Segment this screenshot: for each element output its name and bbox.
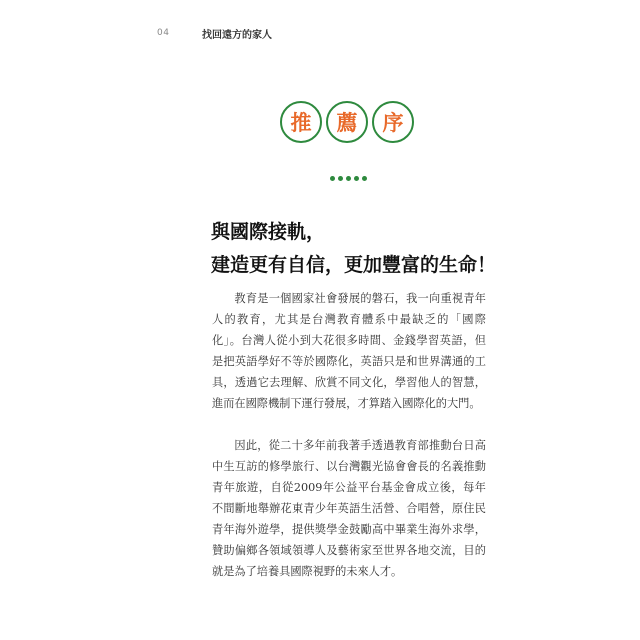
article-title-line: 建造更有自信，更加豐富的生命！ <box>211 254 497 276</box>
section-heading <box>280 101 414 143</box>
ornament-dot <box>330 176 335 181</box>
body-paragraph: 因此，從二十多年前我著手透過教育部推動台日高中生互訪的修學旅行、以台灣觀光協會會長的名義推動青年旅遊，自從2009年公益平台基金會成立後，每年不間斷地舉辦花東青少年英語生活營、合唱營，原住民青年海外遊學，提供獎學金鼓勵高中畢業生海外求學，贊助偏鄉各領域領導人及藝術家至世界各地交流，目的就是為了培養具國際視野的未來人才。 <box>212 439 486 578</box>
article-body <box>212 288 486 603</box>
article-title <box>211 216 511 282</box>
section-heading-char: 推 <box>280 101 322 143</box>
section-heading-char: 序 <box>372 101 414 143</box>
ornament-dot <box>346 176 351 181</box>
running-header-book-title: 找回遠方的家人 <box>202 30 272 41</box>
article-title-line: 與國際接軌， <box>211 221 326 243</box>
ornament-dots <box>330 176 367 181</box>
body-paragraph: 教育是一個國家社會發展的磐石，我一向重視青年人的教育，尤其是台灣教育體系中最缺乏的「國際化」。台灣人從小到大花很多時間、金錢學習英語，但是把英語學好不等於國際化，英語只是和世界溝通的工具，透過它去理解、欣賞不同文化，學習他人的智慧，進而在國際機制下運行發展，才算踏入國際化的大門。 <box>212 292 486 410</box>
section-heading-char: 薦 <box>326 101 368 143</box>
ornament-dot <box>362 176 367 181</box>
ornament-dot <box>338 176 343 181</box>
ornament-dot <box>354 176 359 181</box>
page-number: 04 <box>157 28 170 38</box>
